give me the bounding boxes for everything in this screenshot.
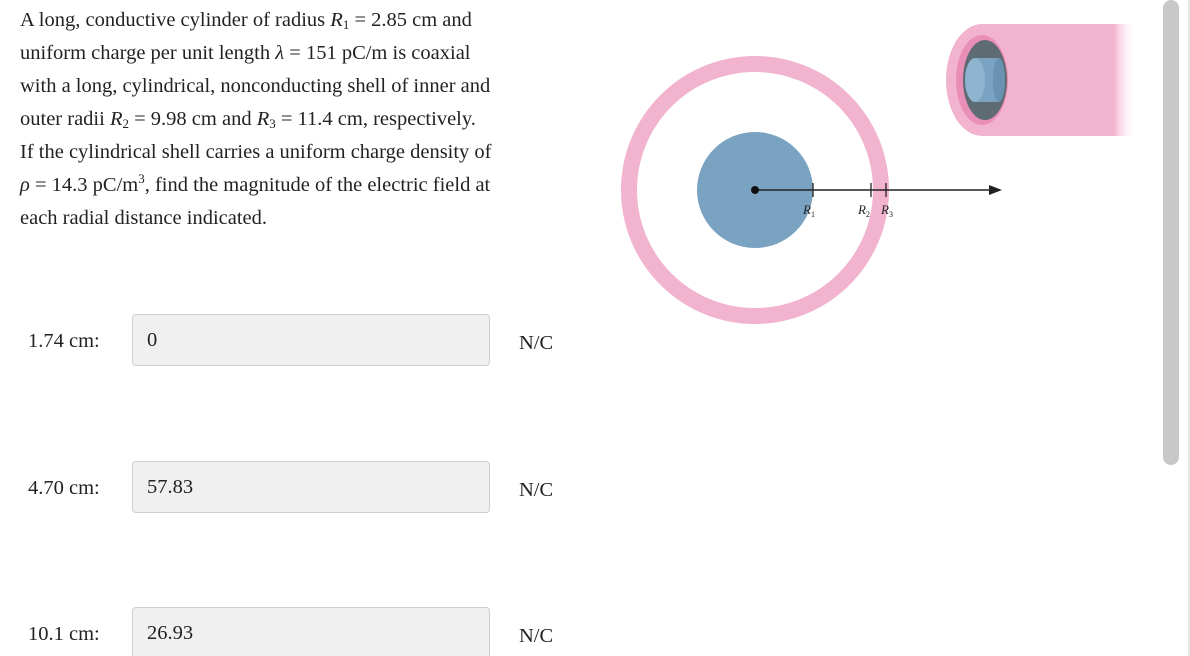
center-dot xyxy=(751,186,759,194)
radius-subscript: 1 xyxy=(342,17,350,32)
unit-label: N/C xyxy=(519,479,554,501)
problem-text: uniform charge per unit length xyxy=(20,42,276,64)
distance-label: 4.70 cm: xyxy=(28,477,100,499)
radius-value: 9.98 cm and xyxy=(150,108,257,130)
conductor-end xyxy=(965,58,985,102)
equals-sign: = xyxy=(284,42,306,64)
field-answer-input[interactable] xyxy=(132,607,490,656)
label-r2: $R_2$ xyxy=(858,202,870,219)
problem-text: , find the magnitude of the electric field at xyxy=(144,174,491,196)
radius-symbol: R xyxy=(109,108,123,130)
label-r3: $R_3$ xyxy=(881,202,893,219)
arrow-head-icon xyxy=(989,185,1002,195)
rho-exponent: 3 xyxy=(138,171,145,186)
problem-text: A long, conductive cylinder of radius xyxy=(20,9,331,31)
radius-symbol: R xyxy=(256,108,270,130)
distance-label: 1.74 cm: xyxy=(28,330,100,352)
radius-subscript: 2 xyxy=(122,116,129,131)
problem-text: each radial distance indicated. xyxy=(20,207,268,229)
unit-label: N/C xyxy=(519,625,554,647)
radius-value: 11.4 cm, respectively. xyxy=(297,108,476,130)
cylinder-3d-view xyxy=(946,24,1137,136)
scrollbar-thumb[interactable] xyxy=(1163,0,1179,465)
coaxial-cylinder-figure xyxy=(600,10,1160,340)
field-answer-input[interactable] xyxy=(132,461,490,513)
problem-text: with a long, cylindrical, nonconducting shell of inner and xyxy=(20,75,491,97)
answer-row-3 xyxy=(0,607,600,656)
label-r1: $R_1$ xyxy=(803,202,815,219)
radius-subscript: 3 xyxy=(269,116,276,131)
equals-sign: = xyxy=(128,108,151,130)
answer-row-2 xyxy=(0,461,600,515)
problem-statement xyxy=(20,4,580,235)
unit-label: N/C xyxy=(519,332,554,354)
lambda-symbol: λ xyxy=(275,42,285,64)
answer-row-1 xyxy=(0,314,600,368)
radius-symbol: R xyxy=(330,9,343,31)
equals-sign: = xyxy=(29,174,52,196)
problem-text: outer radii xyxy=(20,108,110,130)
rho-symbol: ρ xyxy=(20,174,30,196)
problem-text: If the cylindrical shell carries a uniform charge density of xyxy=(20,141,492,163)
equals-sign: = xyxy=(275,108,298,130)
equals-sign: = xyxy=(349,9,372,31)
lambda-value: 151 pC/m is coaxial xyxy=(305,42,471,64)
conductor-side xyxy=(993,58,1005,102)
distance-label: 10.1 cm: xyxy=(28,623,100,645)
rho-value: 14.3 pC/m xyxy=(51,174,139,196)
radius-value: 2.85 cm and xyxy=(371,9,472,31)
field-answer-input[interactable] xyxy=(132,314,490,366)
